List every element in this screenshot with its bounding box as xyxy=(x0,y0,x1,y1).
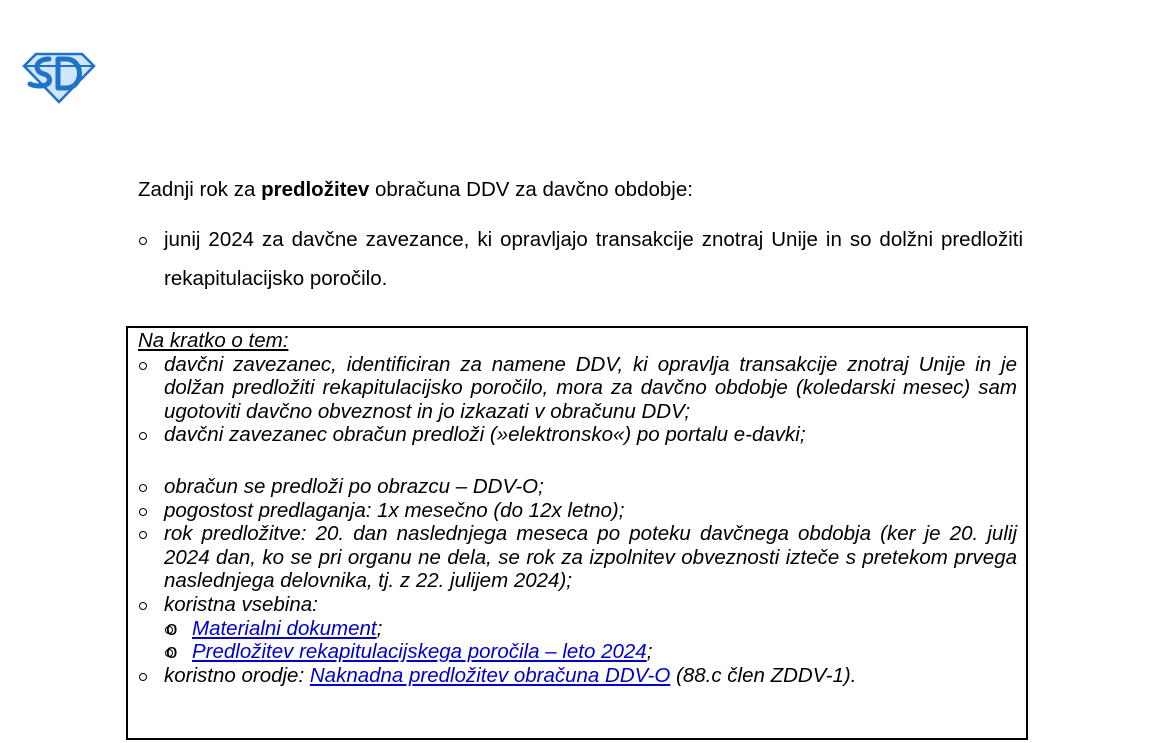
summary-item: davčni zavezanec, identificiran za namene DDV, ki opravlja transakcije znotraj Unije in je dolžan predložiti rekapitulacijsko poročilo, mora za davčno obdobje (koledarski mesec) sam ugotoviti davčno obveznost in jo izkazati v obračunu DDV; xyxy=(138,353,1017,424)
summary-item: davčni zavezanec obračun predloži (»elektronsko«) po portalu e-davki; xyxy=(138,423,1017,447)
sublist-marker: o xyxy=(166,616,178,640)
intro-lead: Zadnji rok za predložitev obračuna DDV za davčno obdobje: xyxy=(138,178,693,201)
summary-item: pogostost predlaganja: 1x mesečno (do 12x letno); xyxy=(138,499,1017,523)
link-materialni-dokument[interactable]: Materialni dokument xyxy=(192,616,377,640)
sublist-item: o Materialni dokument; xyxy=(164,617,1017,641)
sublist-item: o Predložitev rekapitulacijskega poročila – leto 2024; xyxy=(164,640,1017,664)
summary-bullet-list xyxy=(138,353,1017,447)
summary-box-title: Na kratko o tem: xyxy=(138,329,289,352)
link-naknadna-predlozitev[interactable]: Naknadna predložitev obračuna DDV-O xyxy=(309,663,671,687)
summary-item: obračun se predloži po obrazcu – DDV-O; xyxy=(138,475,1017,499)
fursd-diamond-logo-icon xyxy=(22,50,96,104)
sublist-marker: o xyxy=(166,640,178,664)
spacer xyxy=(138,447,1017,475)
summary-box xyxy=(126,326,1028,740)
summary-bullet-list-2 xyxy=(138,475,1017,687)
intro-bullet-list xyxy=(138,220,1023,298)
intro-lead-bold: predložitev xyxy=(261,178,370,201)
summary-item-useful-content: koristna vsebina: o Materialni dokument; o Predložitev rekapitulacijskega poročila – leto 2024; xyxy=(138,593,1017,664)
link-rekapitulacijsko-porocilo[interactable]: Predložitev rekapitulacijskega poročila – leto 2024 xyxy=(192,640,647,664)
summary-item: rok predložitve: 20. dan naslednjega meseca po poteku davčnega obdobja (ker je 20. julij 2024 dan, ko se pri organu ne dela, se rok za izpolnitev obveznosti izteče s pretekom prvega naslednjega delovnika, tj. z 22. julijem 2024); xyxy=(138,522,1017,593)
useful-content-sublist xyxy=(164,617,1017,664)
summary-item-useful-tool: koristno orodje: Naknadna predložitev obračuna DDV-O (88.c člen ZDDV-1). xyxy=(138,664,1017,688)
intro-bullet-item: junij 2024 za davčne zavezance, ki opravljajo transakcije znotraj Unije in so dolžni predložiti rekapitulacijsko poročilo. xyxy=(138,220,1023,298)
intro-section xyxy=(138,178,1023,298)
